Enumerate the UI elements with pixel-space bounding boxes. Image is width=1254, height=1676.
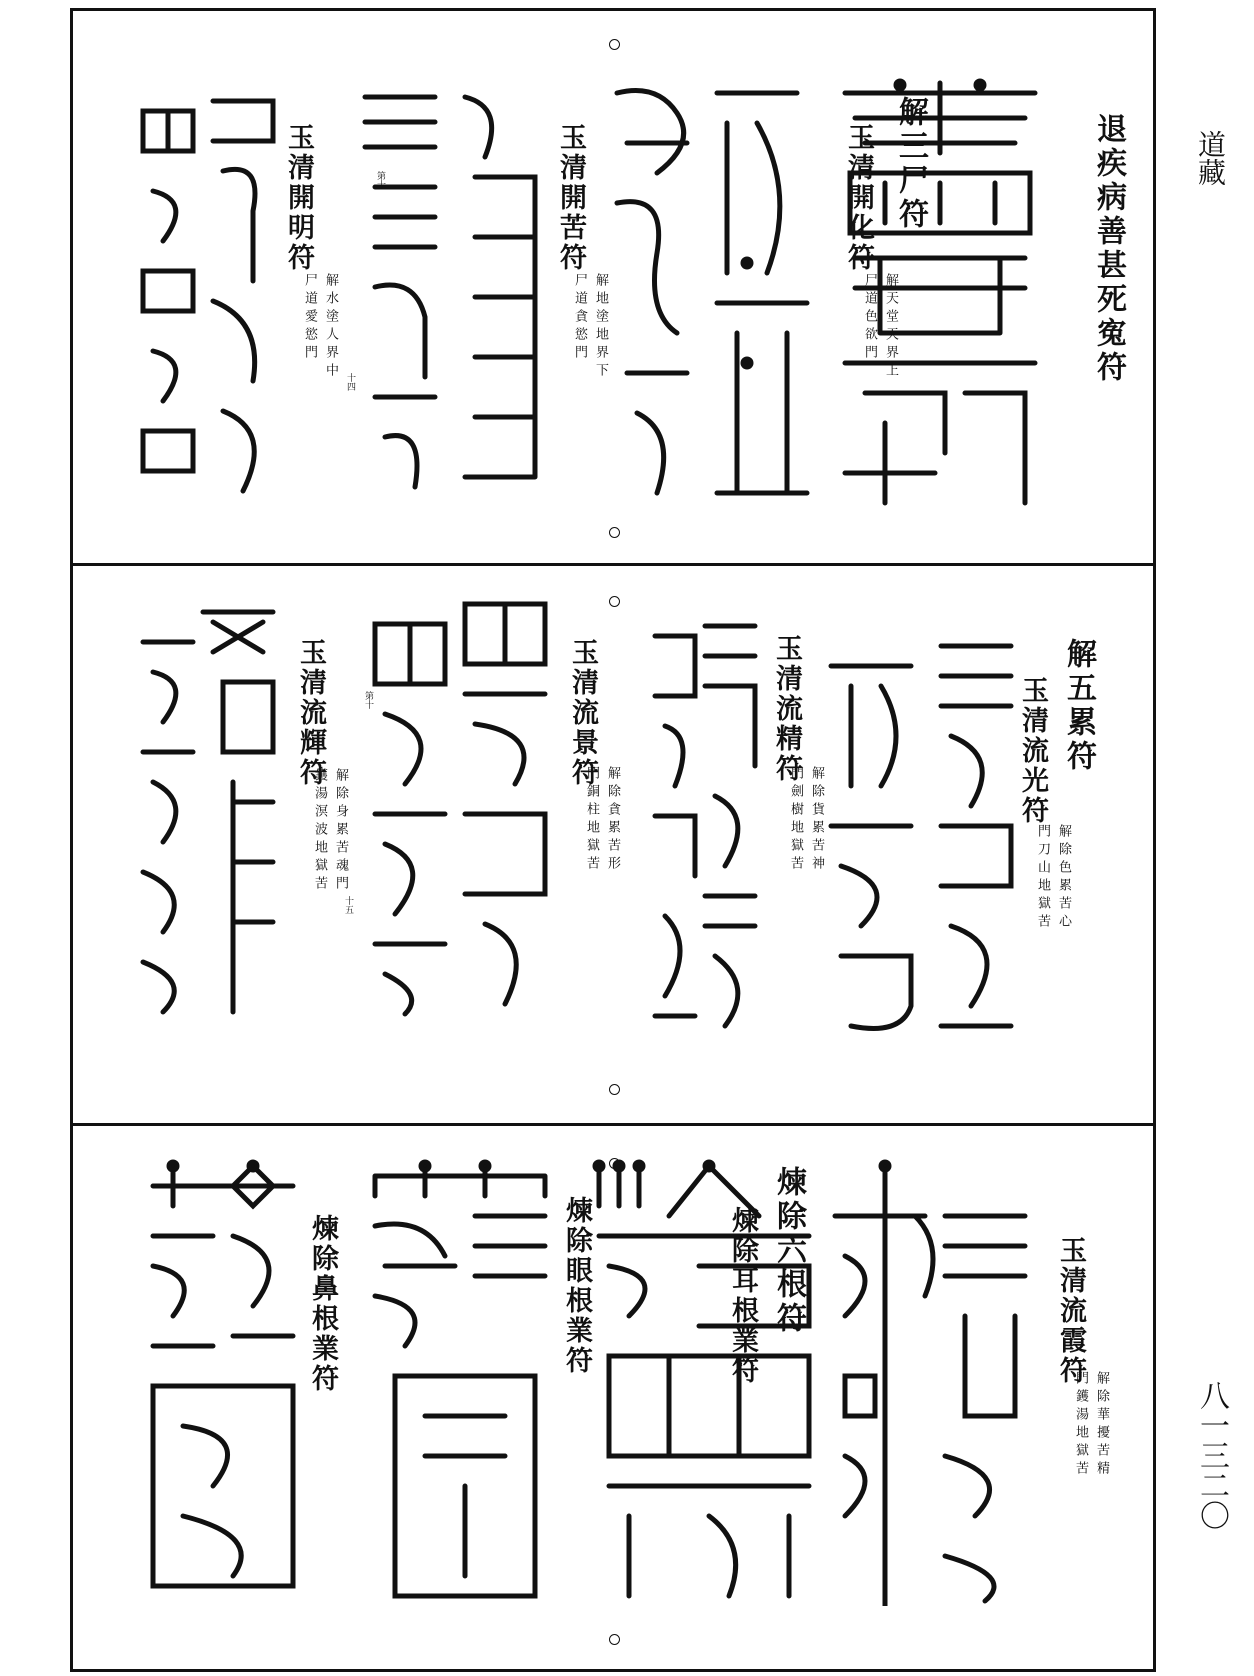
sequence-mark: 十五 — [343, 896, 353, 914]
talisman-note: 鑊湯溟波地獄苦 — [312, 768, 327, 894]
talisman-note: 解除身累苦魂門 — [333, 768, 348, 894]
page-frame — [70, 8, 1156, 1672]
talisman-note: 解除色累苦心 — [1056, 824, 1071, 932]
heading-jiewulei: 解五累符 — [1061, 638, 1096, 774]
collection-title: 道藏 — [1194, 130, 1227, 186]
heading-lianchu-liugen: 煉除六根符 — [771, 1166, 806, 1336]
heading-tuijibing: 退疾病善甚死寃符 — [1091, 113, 1126, 385]
talisman-note: 解除華擾苦精 — [1094, 1371, 1109, 1479]
talisman-note: 解除貨累苦神 — [809, 766, 824, 874]
talisman-title: 玉清開化符 — [843, 123, 874, 273]
talisman-note: 尸道愛慾門 — [302, 273, 317, 363]
talisman-title: 煉除眼根業符 — [561, 1196, 592, 1376]
talisman-note: 解水塗人界中 — [323, 273, 338, 381]
binding-hole — [609, 1634, 620, 1645]
talisman-figure — [365, 1156, 555, 1616]
talisman-note: 解地塗地界下 — [593, 273, 608, 381]
talisman-figure — [355, 77, 545, 507]
binding-hole — [609, 1084, 620, 1095]
talisman-figure — [597, 73, 817, 513]
talisman-figure — [133, 81, 283, 501]
sequence-mark: 第十 — [375, 171, 385, 189]
talisman-title: 玉清開明符 — [283, 123, 314, 273]
talisman-note: 門劍樹地獄苦 — [788, 766, 803, 874]
talisman-title: 玉清開苦符 — [555, 123, 586, 273]
binding-hole — [609, 527, 620, 538]
talisman-figure — [143, 1156, 303, 1616]
talisman-figure — [645, 616, 765, 1036]
talisman-figure — [365, 594, 555, 1024]
talisman-note: 解天堂天界上 — [883, 273, 898, 381]
talisman-note: 門刀山地獄苦 — [1035, 824, 1050, 932]
talisman-title: 煉除鼻根業符 — [307, 1214, 338, 1394]
talisman-figure — [589, 1156, 819, 1606]
heading-jiesanshi: 解三尸符 — [893, 96, 928, 232]
talisman-note: 解除貪累苦形 — [605, 766, 620, 874]
talisman-note: 尸道色欲門 — [862, 273, 877, 363]
talisman-note: 門銅柱地獄苦 — [584, 766, 599, 874]
binding-hole — [609, 596, 620, 607]
talisman-title: 煉除耳根業符 — [727, 1206, 758, 1386]
talisman-title: 玉清流精符 — [771, 634, 802, 784]
page-number: 八一三二〇 — [1194, 1380, 1229, 1530]
talisman-figure — [825, 1156, 1035, 1606]
sequence-mark: 第十 — [363, 691, 373, 709]
talisman-figure — [133, 602, 283, 1022]
talisman-note: 尸道貪慾門 — [572, 273, 587, 363]
binding-hole — [609, 39, 620, 50]
talisman-title: 玉清流景符 — [567, 638, 598, 788]
talisman-figure — [821, 626, 1021, 1046]
talisman-panel-3 — [73, 1126, 1153, 1672]
talisman-panel-2 — [73, 566, 1153, 1126]
sequence-mark: 十四 — [345, 373, 355, 391]
talisman-panel-1 — [73, 11, 1153, 566]
talisman-title: 玉清流光符 — [1017, 676, 1048, 826]
talisman-note: 門鑊湯地獄苦 — [1073, 1371, 1088, 1479]
talisman-title: 玉清流輝符 — [295, 638, 326, 788]
talisman-title: 玉清流霞符 — [1055, 1236, 1086, 1386]
